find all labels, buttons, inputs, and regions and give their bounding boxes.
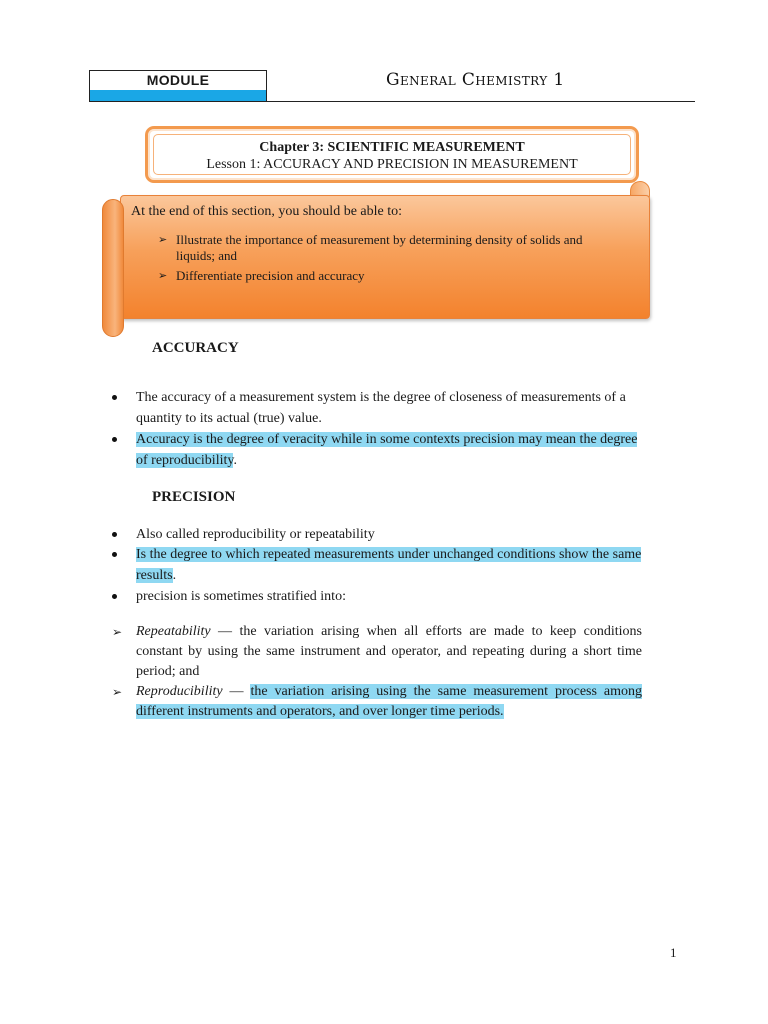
objective-item: ➢ Illustrate the importance of measurement by determining density of solids and liquids; and bbox=[158, 232, 583, 263]
objectives-panel bbox=[120, 195, 650, 319]
list-item: Accuracy is the degree of veracity while in some contexts precision may mean the degree of reproducibility. bbox=[112, 429, 642, 471]
arrow-bullet-icon: ➢ bbox=[158, 270, 168, 282]
bullet-icon bbox=[112, 552, 117, 557]
precision-bullets bbox=[112, 525, 642, 607]
accuracy-heading: ACCURACY bbox=[152, 340, 239, 356]
bullet-icon bbox=[112, 532, 117, 537]
arrow-bullet-icon: ➢ bbox=[112, 685, 123, 699]
term-repeatability: Repeatability bbox=[136, 624, 211, 639]
objectives-scroll bbox=[102, 181, 650, 338]
list-item: The accuracy of a measurement system is the degree of closeness of measurements of a quantity to its actual (true) value. bbox=[112, 387, 642, 429]
highlighted-text: the variation arising using the same measurement process among different instruments and operators, and over longer time periods. bbox=[136, 684, 642, 719]
arrow-bullet-icon: ➢ bbox=[158, 234, 168, 246]
list-item: Is the degree to which repeated measurements under unchanged conditions show the same results. bbox=[112, 544, 642, 586]
highlighted-text: Accuracy is the degree of veracity while in some contexts precision may mean the degree of reproducibility bbox=[136, 432, 638, 468]
objectives-list bbox=[158, 232, 598, 288]
header-rule bbox=[267, 101, 695, 102]
list-item: Also called reproducibility or repeatability bbox=[112, 525, 642, 544]
list-item: ➢ Reproducibility — the variation arising using the same measurement process among different instruments and operators, and over longer time periods. bbox=[112, 684, 642, 719]
term-reproducibility: Reproducibility bbox=[136, 684, 223, 699]
lesson-title: Lesson 1: ACCURACY AND PRECISION IN MEASUREMENT bbox=[206, 157, 578, 172]
scroll-roll-left-decoration bbox=[102, 199, 124, 337]
module-accent-bar bbox=[90, 90, 266, 101]
chapter-title-box bbox=[145, 126, 639, 183]
list-item: precision is sometimes stratified into: bbox=[112, 586, 642, 607]
objective-item: ➢ Differentiate precision and accuracy bbox=[158, 268, 365, 283]
page-number: 1 bbox=[670, 945, 677, 960]
accuracy-bullets bbox=[112, 387, 642, 471]
precision-heading: PRECISION bbox=[152, 489, 236, 505]
arrow-bullet-icon: ➢ bbox=[112, 625, 123, 639]
list-item: ➢ Repeatability — the variation arising when all efforts are made to keep conditions constant by using the same instrument and operator, and repeating during a short time period; and bbox=[112, 624, 642, 679]
bullet-icon bbox=[112, 395, 117, 400]
course-title: General Chemistry 1 bbox=[386, 70, 565, 90]
module-label-box bbox=[89, 70, 267, 102]
objectives-intro: At the end of this section, you should be able to: bbox=[131, 204, 403, 219]
chapter-title: Chapter 3: SCIENTIFIC MEASUREMENT bbox=[259, 140, 525, 155]
bullet-icon bbox=[112, 437, 117, 442]
module-label: MODULE bbox=[146, 72, 210, 88]
precision-types-list bbox=[112, 622, 642, 722]
highlighted-text: Is the degree to which repeated measurements under unchanged conditions show the same results bbox=[136, 547, 642, 583]
bullet-icon bbox=[112, 594, 117, 599]
